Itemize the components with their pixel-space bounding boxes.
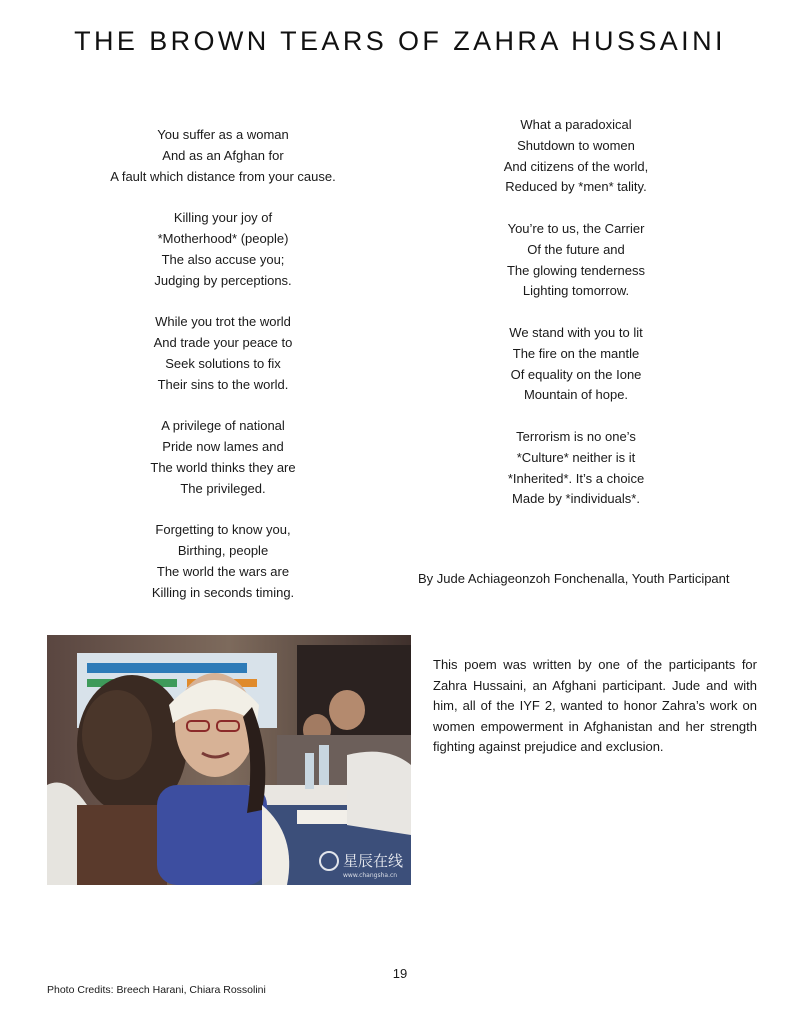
photo-watermark-url: www.changsha.cn xyxy=(343,872,398,879)
poem-right-column xyxy=(426,115,726,531)
poem-line: The also accuse you; xyxy=(161,251,285,267)
poem-line: The world thinks they are xyxy=(150,459,296,475)
poem-line: The fire on the mantle xyxy=(512,345,640,361)
poem-line: Terrorism is no one’s xyxy=(516,428,636,444)
page-title: THE BROWN TEARS OF ZAHRA HUSSAINI xyxy=(74,26,726,56)
poem-stanza xyxy=(73,416,373,499)
page-number: 19 xyxy=(392,966,408,981)
poem-line: Their sins to the world. xyxy=(157,376,289,392)
poem-stanza xyxy=(426,115,726,198)
poem-line: And as an Afghan for xyxy=(162,147,284,163)
poem-stanza xyxy=(73,520,373,603)
poem-stanza xyxy=(426,219,726,302)
poem-line: The glowing tenderness xyxy=(506,262,646,278)
poem-stanza xyxy=(73,312,373,395)
poem-line: What a paradoxical xyxy=(520,117,632,132)
photo-zahra-hussaini xyxy=(47,635,411,885)
poem-left-column xyxy=(73,125,373,624)
poem-line: And trade your peace to xyxy=(153,334,293,350)
poem-line: Judging by perceptions. xyxy=(154,272,292,288)
poem-line: Forgetting to know you, xyxy=(155,522,291,538)
poem-line: A fault which distance from your cause. xyxy=(110,168,336,184)
poem-line: Pride now lames and xyxy=(162,438,284,454)
poem-line: Mountain of hope. xyxy=(523,387,629,403)
poem-line: And citizens of the world, xyxy=(503,158,649,174)
poem-line: A privilege of national xyxy=(161,418,285,434)
poem-line: Seek solutions to fix xyxy=(165,355,281,371)
poem-line: Killing your joy of xyxy=(173,210,273,226)
poem-stanza xyxy=(73,208,373,291)
poem-line: We stand with you to lit xyxy=(509,324,643,340)
poem-line: You’re to us, the Carrier xyxy=(507,220,645,236)
poem-byline: By Jude Achiageonzoh Fonchenalla, Youth Participant xyxy=(418,571,730,586)
poem-line: Shutdown to women xyxy=(517,137,635,153)
poem-description: This poem was written by one of the participants for Zahra Hussaini, an Afghani participant. Jude and with him, all of the IYF 2, wanted to honor Zahra’s work on women empowerment in Afghanistan and her strength fighting against prejudice and exclusion. xyxy=(433,657,757,754)
poem-line: Of the future and xyxy=(527,241,625,257)
poem-line: The privileged. xyxy=(180,480,266,496)
poem-line: Birthing, people xyxy=(177,542,269,558)
poem-line: You suffer as a woman xyxy=(157,127,289,142)
photo-watermark: 星辰在线 xyxy=(343,852,404,870)
poem-line: Of equality on the Ione xyxy=(510,366,642,382)
poem-stanza xyxy=(426,427,726,510)
poem-line: The world the wars are xyxy=(156,563,290,579)
poem-stanza xyxy=(426,323,726,406)
poem-line: *Inherited*. It’s a choice xyxy=(507,470,645,486)
poem-stanza xyxy=(73,125,373,187)
poem-line: *Culture* neither is it xyxy=(516,449,636,465)
poem-line: Made by *individuals*. xyxy=(512,491,640,507)
poem-line: While you trot the world xyxy=(155,314,291,330)
poem-line: Killing in seconds timing. xyxy=(151,584,295,600)
poem-line: Lighting tomorrow. xyxy=(522,283,630,299)
poem-line: *Motherhood* (people) xyxy=(157,230,289,246)
poem-line: Reduced by *men* tality. xyxy=(505,179,647,195)
photo-credits: Photo Credits: Breech Harani, Chiara Rossolini xyxy=(47,984,266,996)
